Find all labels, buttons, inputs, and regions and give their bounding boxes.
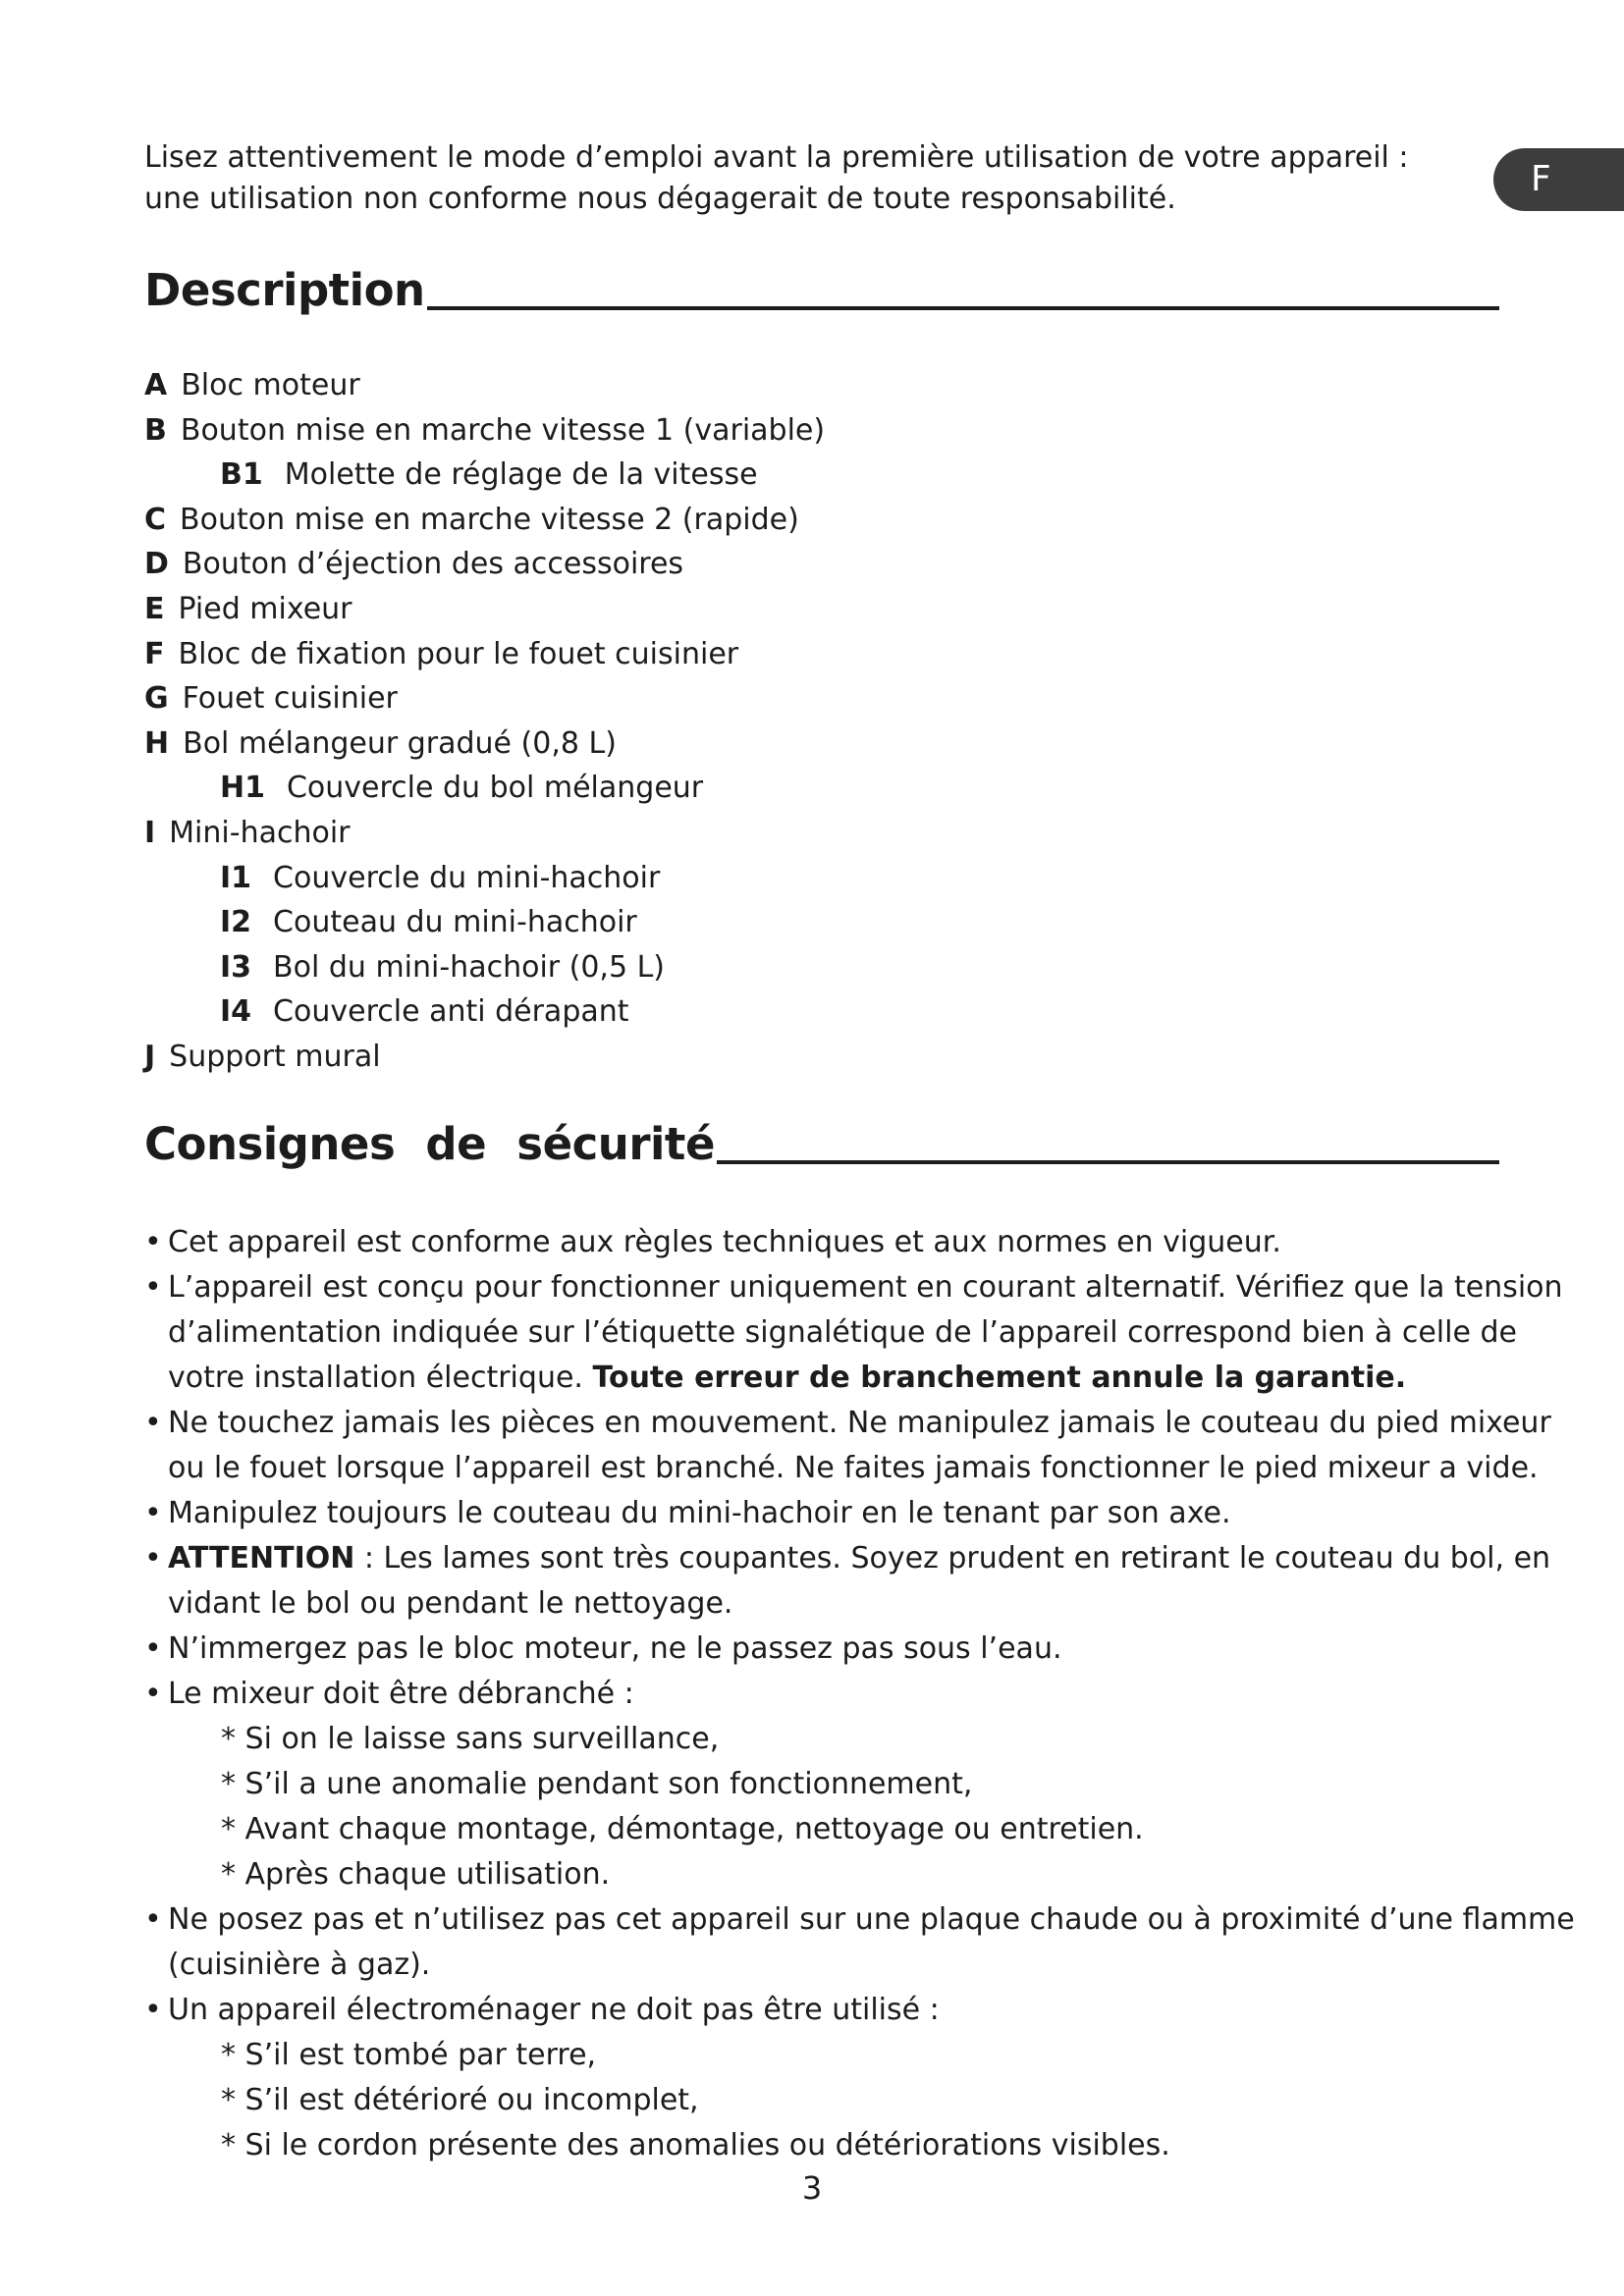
safety-subitem [144, 2078, 1578, 2123]
intro-paragraph: Lisez attentivement le mode d’emploi avant la première utilisation de votre appareil : une utilisation non conforme nous dégagerait de toute responsabilité. [144, 140, 1409, 216]
page-number: 3 [801, 2169, 823, 2207]
item-text: Bol mélangeur gradué (0,8 L) [183, 725, 617, 761]
item-text: Couvercle anti dérapant [273, 994, 629, 1030]
item-letter: E [144, 591, 165, 626]
safety-subitem [144, 1762, 1578, 1807]
item-text: Couteau du mini-hachoir [273, 905, 637, 940]
safety-item [144, 1265, 1578, 1401]
description-item [144, 408, 825, 454]
safety-subitem [144, 1852, 1578, 1897]
item-text: * Si le cordon présente des anomalies ou détériorations visibles. [221, 2128, 1170, 2163]
safety-item [144, 1627, 1578, 1672]
safety-heading [144, 1117, 1499, 1172]
safety-item [144, 1491, 1578, 1536]
item-letter: B [144, 412, 167, 448]
item-text: * Avant chaque montage, démontage, nettoyage ou entretien. [221, 1812, 1144, 1846]
item-text: Pied mixeur [178, 591, 352, 626]
item-letter: I [144, 815, 156, 850]
description-item [144, 498, 825, 543]
description-item [144, 811, 825, 856]
safety-item [144, 1672, 1578, 1717]
item-letter: H [144, 725, 170, 761]
item-text: Couvercle du bol mélangeur [286, 771, 704, 806]
item-letter: F [144, 636, 165, 671]
safety-item [144, 1897, 1578, 1988]
item-text: * S’il est tombé par terre, [221, 2038, 597, 2072]
item-letter: B1 [220, 457, 263, 493]
description-list [144, 363, 825, 1080]
item-letter: C [144, 502, 167, 537]
item-text: Bouton mise en marche vitesse 2 (rapide) [180, 502, 799, 537]
safety-subitem [144, 1807, 1578, 1852]
item-text: Mini-hachoir [169, 815, 351, 850]
safety-subitem [144, 1717, 1578, 1762]
item-text: Bloc de fixation pour le fouet cuisinier [178, 636, 739, 671]
item-text: * S’il a une anomalie pendant son fonctionnement, [221, 1767, 973, 1801]
safety-item [144, 1988, 1578, 2033]
safety-item [144, 1220, 1578, 1265]
description-item [144, 542, 825, 587]
description-item [144, 632, 825, 677]
item-letter: I4 [220, 994, 252, 1030]
item-text: Ne touchez jamais les pièces en mouvement. Ne manipulez jamais le couteau du pied mixeur ou le fouet lorsque l’appareil est branché. Ne faites jamais fonctionner le pied mixeur a vide. [168, 1406, 1551, 1485]
item-text: * S’il est détérioré ou incomplet, [221, 2083, 699, 2117]
description-title: Description [144, 264, 425, 316]
description-subitem [144, 945, 825, 990]
item-text: Bouton mise en marche vitesse 1 (variable) [180, 412, 826, 448]
item-text: Le mixeur doit être débranché : [168, 1677, 634, 1711]
safety-item [144, 1401, 1578, 1491]
item-letter: H1 [220, 771, 265, 806]
safety-title: Consignes de sécurité [144, 1118, 715, 1170]
description-subitem [144, 453, 825, 498]
description-item [144, 1035, 825, 1080]
item-text: Fouet cuisinier [182, 681, 398, 717]
description-item [144, 363, 825, 408]
item-text: Bouton d’éjection des accessoires [182, 547, 684, 582]
item-text: Bloc moteur [181, 368, 360, 402]
description-subitem [144, 900, 825, 945]
description-item [144, 721, 825, 767]
description-heading [144, 263, 1499, 318]
safety-subitem [144, 2123, 1578, 2168]
item-text: Couvercle du mini-hachoir [273, 860, 661, 895]
item-text: Cet appareil est conforme aux règles techniques et aux normes en vigueur. [168, 1225, 1281, 1259]
item-text: L’appareil est conçu pour fonctionner uniquement en courant alternatif. Vérifiez que la tension d’alimentation indiquée sur l’étiquette signalétique de l’appareil correspond bien à celle de votre installation électrique. [168, 1270, 1563, 1395]
heading-rule [717, 1160, 1499, 1164]
safety-item [144, 1536, 1578, 1627]
item-letter: D [144, 547, 169, 582]
item-text: * Si on le laisse sans surveillance, [221, 1722, 720, 1756]
bold-text: ATTENTION [168, 1541, 355, 1575]
description-subitem [144, 856, 825, 901]
heading-rule [427, 306, 1499, 310]
item-text: Molette de réglage de la vitesse [284, 457, 758, 493]
bold-text: Toute erreur de branchement annule la garantie. [592, 1361, 1407, 1395]
item-letter: I3 [220, 949, 252, 985]
item-letter: I1 [220, 860, 252, 895]
item-letter: J [144, 1039, 156, 1074]
item-text: Ne posez pas et n’utilisez pas cet appareil sur une plaque chaude ou à proximité d’une flamme (cuisinière à gaz). [168, 1902, 1575, 1982]
item-text: * Après chaque utilisation. [221, 1857, 611, 1892]
item-letter: I2 [220, 905, 252, 940]
description-item [144, 587, 825, 632]
item-text: Support mural [169, 1039, 381, 1074]
language-tab: F [1493, 148, 1624, 211]
item-letter: G [144, 681, 169, 717]
item-text: N’immergez pas le bloc moteur, ne le passez pas sous l’eau. [168, 1631, 1062, 1666]
description-subitem [144, 766, 825, 811]
safety-list [144, 1220, 1578, 2168]
item-text: : Les lames sont très coupantes. Soyez prudent en retirant le couteau du bol, en vidant le bol ou pendant le nettoyage. [168, 1541, 1551, 1621]
description-subitem [144, 989, 825, 1035]
description-item [144, 676, 825, 721]
item-text: Bol du mini-hachoir (0,5 L) [273, 949, 666, 985]
safety-subitem [144, 2033, 1578, 2078]
item-text: Un appareil électroménager ne doit pas être utilisé : [168, 1993, 940, 2027]
item-text: Manipulez toujours le couteau du mini-hachoir en le tenant par son axe. [168, 1496, 1231, 1530]
item-letter: A [144, 368, 168, 402]
